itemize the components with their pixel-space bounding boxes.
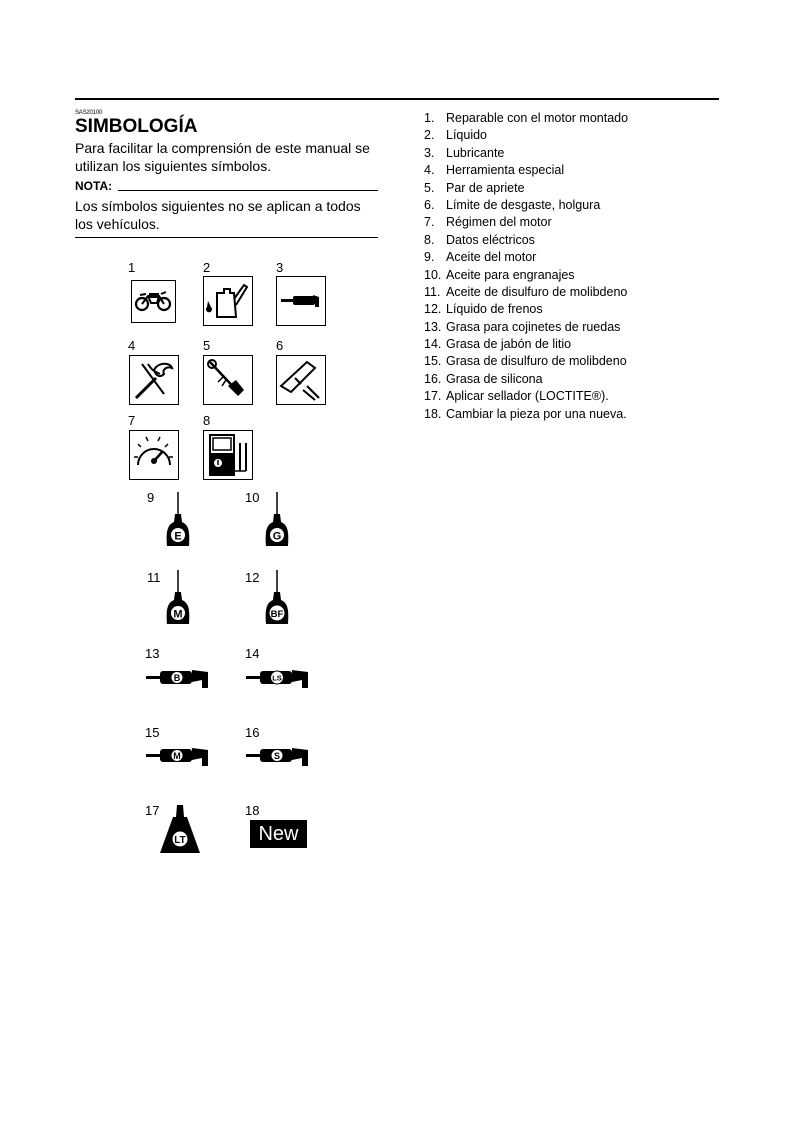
list-item: 15. Grasa de disulfuro de molibdeno: [424, 354, 627, 369]
oil-can-label: BF: [270, 609, 284, 620]
list-item: 6. Límite de desgaste, holgura: [424, 197, 601, 212]
sealant-icon: [158, 803, 202, 855]
list-item: 14. Grasa de jabón de litio: [424, 337, 572, 352]
nota-bottom-rule: [75, 237, 378, 238]
new-part-badge: New: [250, 820, 307, 848]
symbol-number: 8: [203, 413, 211, 428]
top-rule: [75, 98, 719, 100]
symbol-number: 18: [245, 803, 260, 818]
list-item: 18. Cambiar la pieza por una nueva.: [424, 406, 627, 421]
symbol-number: 13: [145, 646, 160, 661]
list-item: 9. Aceite del motor: [424, 250, 537, 265]
caliper-icon: [276, 355, 326, 405]
oil-can-label: M: [173, 608, 183, 621]
grease-label: M: [173, 751, 181, 761]
symbol-number: 12: [245, 570, 260, 585]
list-item: 17. Aplicar sellador (LOCTITE®).: [424, 389, 609, 404]
symbol-number: 15: [145, 725, 160, 740]
symbol-number: 14: [245, 646, 260, 661]
nota-rule: [118, 190, 378, 191]
symbol-number: 2: [203, 260, 211, 275]
list-item: 2. Líquido: [424, 128, 488, 143]
list-item: 7. Régimen del motor: [424, 215, 552, 230]
oil-can-label: E: [174, 530, 182, 543]
list-item: 3. Lubricante: [424, 145, 505, 160]
page-title: SIMBOLOGÍA: [75, 116, 198, 137]
symbol-number: 7: [128, 413, 136, 428]
silicone-grease-icon: [246, 744, 310, 768]
brake-fluid-icon: [264, 570, 290, 626]
intro-text: Para facilitar la comprensión de este manual se utilizan los siguientes símbolos.: [75, 140, 370, 174]
wheel-bearing-grease-icon: [146, 666, 210, 690]
list-item: 16. Grasa de silicona: [424, 371, 543, 386]
liquid-icon: [203, 276, 253, 326]
nota-label: NOTA:: [75, 179, 113, 193]
list-item: 4. Herramienta especial: [424, 163, 565, 178]
symbol-number: 16: [245, 725, 260, 740]
lubricant-icon: [276, 276, 326, 326]
sealant-label: LT: [174, 835, 186, 846]
electrical-data-icon: [203, 430, 253, 480]
list-item: 10. Aceite para engranajes: [424, 267, 575, 282]
torque-wrench-icon: [203, 355, 253, 405]
section-code: SAS20100: [75, 110, 103, 116]
molybdenum-grease-icon: [146, 744, 210, 768]
engine-oil-icon: [165, 492, 191, 548]
symbol-legend: [424, 110, 628, 423]
symbol-number: 1: [128, 260, 136, 275]
oil-can-label: G: [272, 530, 282, 543]
list-item: 13. Grasa para cojinetes de ruedas: [424, 319, 621, 334]
list-item: 11. Aceite de disulfuro de molibdeno: [424, 284, 628, 299]
list-item: 8. Datos eléctricos: [424, 232, 535, 247]
grease-label: LS: [272, 673, 282, 683]
grease-label: S: [273, 751, 281, 761]
symbol-number: 3: [276, 260, 284, 275]
nota-text: Los símbolos siguientes no se aplican a todos los vehículos.: [75, 198, 361, 232]
grease-label: B: [173, 673, 181, 683]
gear-oil-icon: [264, 492, 290, 548]
lithium-grease-icon: [246, 666, 310, 690]
special-tool-icon: [129, 355, 179, 405]
symbol-number: 5: [203, 338, 211, 353]
list-item: 12. Líquido de frenos: [424, 302, 543, 317]
symbol-number: 9: [147, 490, 155, 505]
list-item: 5. Par de apriete: [424, 180, 525, 195]
symbol-number: 10: [245, 490, 260, 505]
symbol-number: 6: [276, 338, 284, 353]
symbol-number: 4: [128, 338, 136, 353]
symbol-number: 17: [145, 803, 160, 818]
nota-heading: [75, 179, 378, 193]
tachometer-icon: [129, 430, 179, 480]
list-item: 1. Reparable con el motor montado: [424, 111, 629, 125]
symbol-number: 11: [147, 570, 161, 585]
motorcycle-icon: [131, 280, 176, 323]
molybdenum-oil-icon: [165, 570, 191, 626]
